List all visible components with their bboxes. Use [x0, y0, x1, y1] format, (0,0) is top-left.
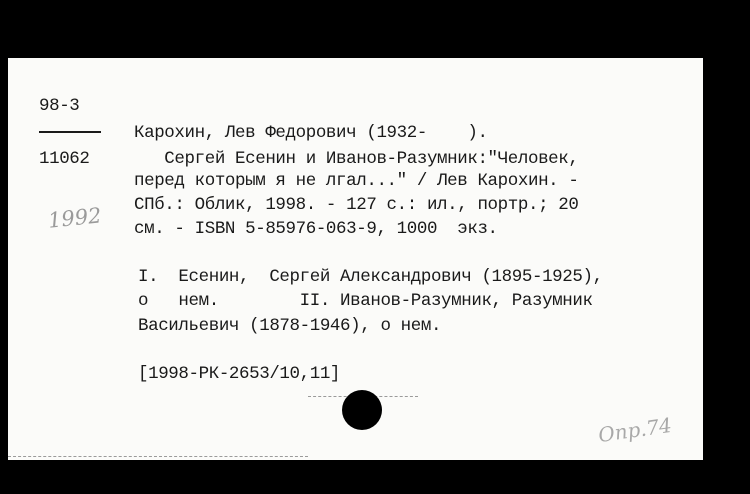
- subject-line-1: I. Есенин, Сергей Александрович (1895-1925),: [138, 267, 603, 287]
- stamp-mark: Опр.74: [596, 412, 674, 448]
- entry-line-3: перед которым я не лгал..." / Лев Карохин. -: [134, 171, 579, 191]
- card-punch-hole: [342, 390, 382, 430]
- subject-line-2: о нем. II. Иванов-Разумник, Разумник: [138, 291, 593, 311]
- catalog-card: [8, 58, 703, 460]
- handwritten-note: 1992: [46, 203, 103, 233]
- entry-line-2: Сергей Есенин и Иванов-Разумник:"Человек,: [134, 149, 579, 169]
- entry-line-1: Карохин, Лев Федорович (1932- ).: [134, 123, 488, 143]
- shelf-code: 98-3: [39, 96, 80, 116]
- faint-line-bottom: [8, 456, 308, 457]
- entry-line-5: см. - ISBN 5-85976-063-9, 1000 экз.: [134, 219, 498, 239]
- entry-line-4: СПб.: Облик, 1998. - 127 с.: ил., портр.; 20: [134, 195, 579, 215]
- code-divider: [39, 131, 101, 133]
- record-id: [1998-РК-2653/10,11]: [138, 364, 341, 384]
- inventory-number: 11062: [39, 149, 90, 169]
- subject-line-3: Васильевич (1878-1946), о нем.: [138, 316, 442, 336]
